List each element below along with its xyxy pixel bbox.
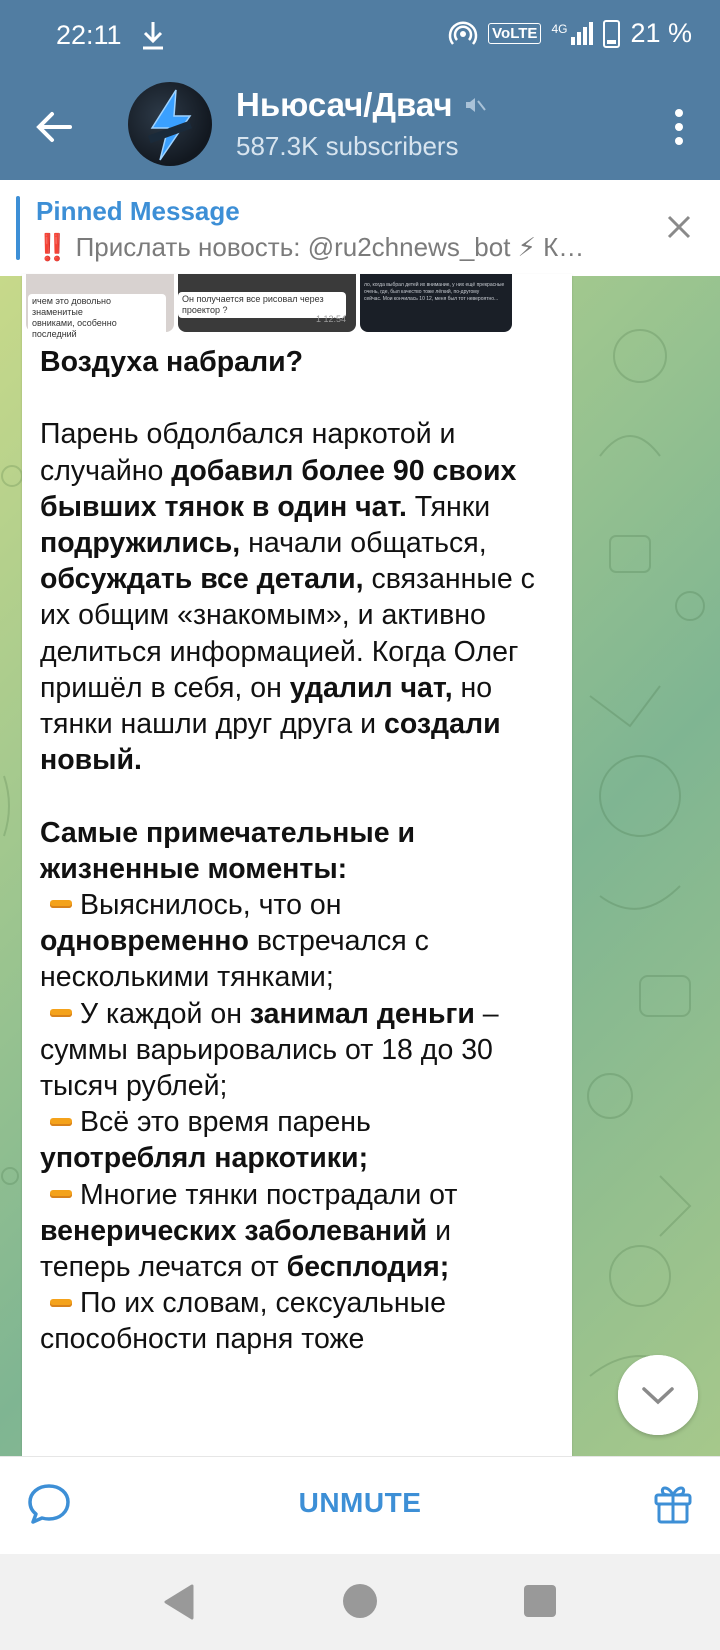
text-segment: – суммы варьировались от 18 до 30 тысяч рублей; xyxy=(40,997,499,1103)
photo-caption: ичем это довольно знаменитые овниками, особенно последний xyxy=(28,294,166,342)
bold-text-segment: удалил чат, xyxy=(289,671,453,704)
orange-dash-icon xyxy=(50,1118,72,1126)
bold-text-segment: венерических заболеваний xyxy=(40,1214,428,1247)
chat-header xyxy=(0,72,720,180)
system-navigation-bar xyxy=(0,1554,720,1650)
list-item xyxy=(40,1104,540,1176)
text-segment: но тянки нашли друг друга и xyxy=(40,671,493,741)
battery-icon xyxy=(603,20,620,48)
photo-caption: ло, когда выбрал детей их внимание, у них ещё прекрасные очень, где, был качество тоже лёгкий, по-другому сейчас. Мои кончилась 10 12, меня был тот невероятно... xyxy=(364,282,505,302)
channel-title[interactable] xyxy=(236,86,487,124)
close-icon[interactable] xyxy=(666,214,692,240)
message-bubble[interactable] xyxy=(22,274,572,1474)
back-arrow-icon[interactable] xyxy=(30,102,80,152)
bold-text-segment: бесплодия; xyxy=(286,1251,450,1284)
list-item xyxy=(40,1177,540,1286)
photo-caption-time: 1 12:54 xyxy=(315,314,346,324)
lightning-logo-icon xyxy=(128,82,212,166)
list-item xyxy=(40,996,540,1105)
bold-text-segment: добавил более 90 своих бывших тянок в один чат. xyxy=(40,454,517,523)
battery-percent: 21 % xyxy=(630,18,692,48)
text-segment: Тянки xyxy=(406,490,491,523)
pinned-title: Pinned Message xyxy=(36,196,240,226)
orange-dash-icon xyxy=(50,1009,72,1017)
text-segment: Парень обдолбался наркотой и случайно xyxy=(40,418,456,487)
text-segment: связанные с их общим «знакомым», и активно делиться информацией. Когда Олег пришёл в себя, он xyxy=(40,563,535,704)
message-paragraph xyxy=(40,416,540,778)
bold-text-segment: подружились, xyxy=(40,527,241,559)
message-heading: Воздуха набрали? xyxy=(40,346,303,378)
text-segment: встречался с несколькими тянками; xyxy=(40,925,429,994)
nav-recents-icon[interactable] xyxy=(524,1585,556,1617)
pinned-message-bar[interactable] xyxy=(0,180,720,277)
bold-text-segment: обсуждать все детали, xyxy=(40,563,364,596)
status-bar xyxy=(0,0,720,72)
channel-name: Ньюсач/Двач xyxy=(236,86,453,123)
photo-caption: Он получается все рисовал через проектор ? xyxy=(178,292,346,318)
download-icon xyxy=(140,20,166,52)
text-segment: Многие тянки пострадали от xyxy=(80,1178,458,1211)
bullet-list xyxy=(40,887,540,1358)
subscriber-count: 587.3K subscribers xyxy=(236,131,459,161)
text-segment: и теперь лечатся от xyxy=(40,1214,452,1284)
pinned-indicator xyxy=(16,196,20,260)
hotspot-icon xyxy=(448,19,478,49)
photo-album[interactable] xyxy=(26,274,568,339)
channel-avatar[interactable] xyxy=(128,82,212,166)
list-item xyxy=(40,887,540,996)
text-segment: У каждой он xyxy=(80,997,250,1030)
scroll-down-button[interactable] xyxy=(618,1355,698,1435)
pinned-text: ‼️ Прислать новость: @ru2chnews_bot ⚡ К… xyxy=(36,232,585,262)
orange-dash-icon xyxy=(50,1299,72,1307)
text-segment: начали общаться, xyxy=(240,527,487,559)
bold-text-segment: одновременно xyxy=(40,925,249,958)
list-heading: Самые примечательные и жизненные моменты: xyxy=(40,816,416,885)
message-text xyxy=(40,344,540,1358)
chat-area[interactable] xyxy=(0,276,720,1456)
text-segment: По их словам, сексуальные способности парня тоже xyxy=(40,1287,446,1356)
muted-speaker-icon xyxy=(463,93,487,117)
orange-dash-icon xyxy=(50,900,72,908)
network-label: 4G xyxy=(551,22,568,36)
album-photo[interactable] xyxy=(26,274,174,339)
bold-text-segment: создали новый. xyxy=(40,708,501,777)
bottom-action-bar xyxy=(0,1456,720,1555)
text-segment: Выяснилось, что он xyxy=(80,889,342,922)
album-photo[interactable] xyxy=(178,274,356,332)
more-options-icon[interactable] xyxy=(664,102,694,152)
bold-text-segment: употреблял наркотики; xyxy=(40,1142,369,1175)
unmute-button[interactable]: UNMUTE xyxy=(298,1487,422,1518)
bold-text-segment: занимал деньги xyxy=(249,997,475,1030)
nav-back-icon[interactable] xyxy=(162,1584,196,1620)
orange-dash-icon xyxy=(50,1190,72,1198)
nav-home-icon[interactable] xyxy=(343,1584,377,1618)
album-photo[interactable] xyxy=(360,274,512,332)
text-segment: Всё это время парень xyxy=(80,1106,371,1139)
status-time: 22:11 xyxy=(56,20,122,50)
list-item xyxy=(40,1285,540,1357)
gift-icon[interactable] xyxy=(652,1481,694,1525)
4g-signal-icon xyxy=(551,22,593,45)
volte-icon: VoLTE xyxy=(488,23,541,44)
